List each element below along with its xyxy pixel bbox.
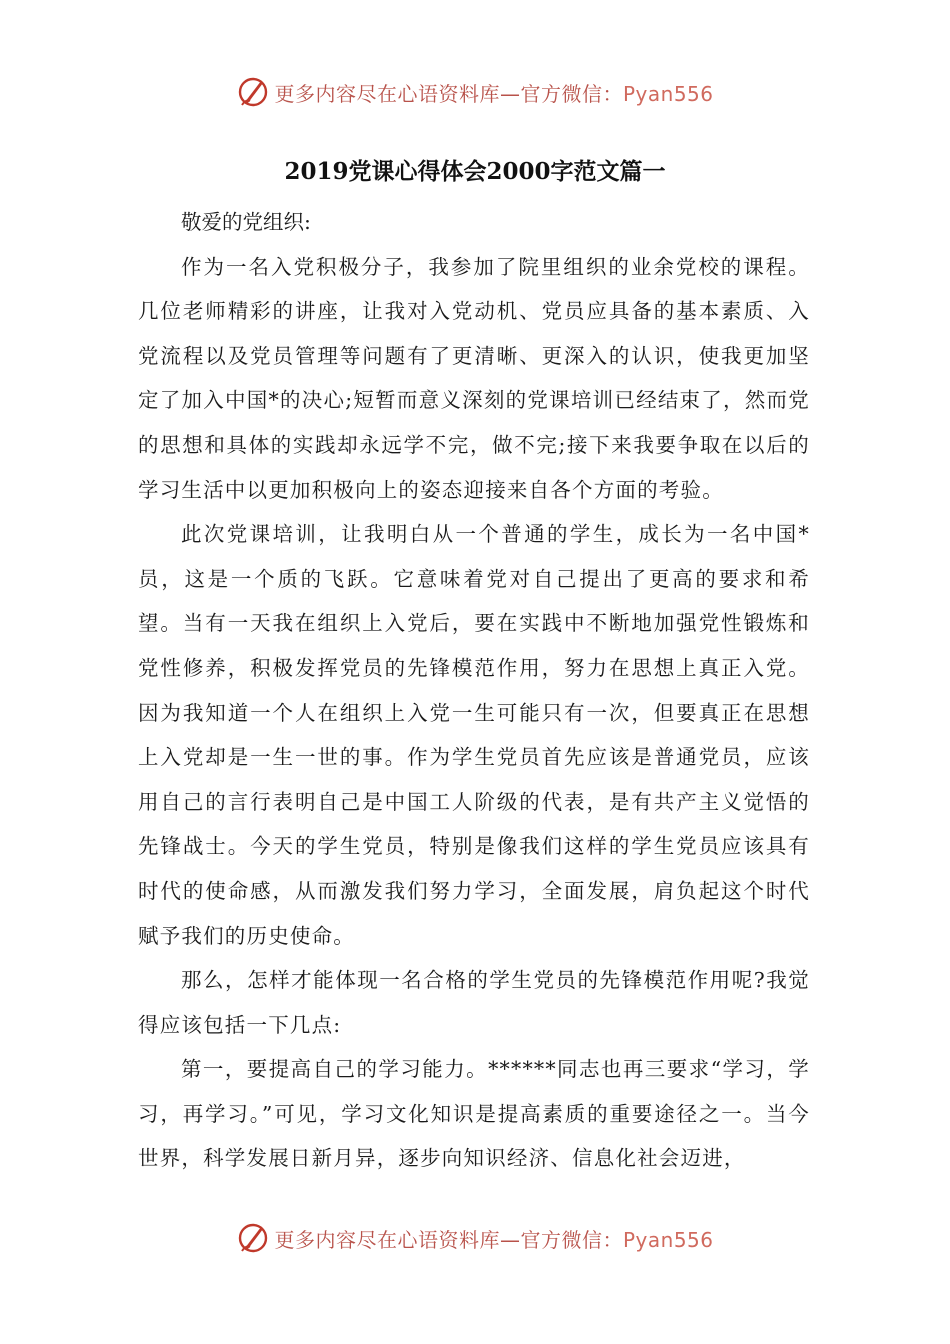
page-title: 2019党课心得体会2000字范文篇一 xyxy=(284,158,666,185)
quill-pen-logo-icon xyxy=(236,75,270,109)
paragraph-3: 那么，怎样才能体现一名合格的学生党员的先锋模范作用呢?我觉得应该包括一下几点: xyxy=(138,968,810,1037)
header-banner xyxy=(0,72,950,112)
footer-banner xyxy=(0,1218,950,1258)
paragraph-2: 此次党课培训，让我明白从一个普通的学生，成长为一名中国*员，这是一个质的飞跃。它意味着党对自己提出了更高的要求和希望。当有一天我在组织上入党后，要在实践中不断地加强党性锻炼和党性修养，积极发挥党员的先锋模范作用，努力在思想上真正入党。因为我知道一个人在组织上入党一生可能只有一次，但要真正在思想上入党却是一生一世的事。作为学生党员首先应该是普通党员，应该用自己的言行表明自己是中国工人阶级的代表，是有共产主义觉悟的先锋战士。今天的学生党员，特别是像我们这样的学生党员应该具有时代的使命感，从而激发我们努力学习，全面发展，肩负起这个时代赋予我们的历史使命。 xyxy=(138,522,810,948)
banner-text xyxy=(274,78,713,107)
banner-text xyxy=(274,1224,713,1253)
paragraph-1: 作为一名入党积极分子，我参加了院里组织的业余党校的课程。几位老师精彩的讲座，让我对入党动机、党员应具备的基本素质、入党流程以及党员管理等问题有了更清晰、更深入的认识，使我更加坚定了加入中国*的决心;短暂而意义深刻的党课培训已经结束了，然而党的思想和具体的实践却永远学不完，做不完;接下来我要争取在以后的学习生活中以更加积极向上的姿态迎接来自各个方面的考验。 xyxy=(138,254,810,502)
quill-pen-logo-icon xyxy=(236,1221,270,1255)
salutation: 敬爱的党组织: xyxy=(181,210,311,234)
banner-wechat-id: Pyan556 xyxy=(622,81,714,106)
document-body xyxy=(138,200,810,1181)
banner-wechat-id: Pyan556 xyxy=(622,1227,714,1252)
paragraph-4: 第一，要提高自己的学习能力。******同志也再三要求“学习，学习，再学习。”可见，学习文化知识是提高素质的重要途径之一。当今世界，科学发展日新月异，逐步向知识经济、信息化社会迈进， xyxy=(138,1057,810,1171)
banner-label: 更多内容尽在心语资料库—官方微信： xyxy=(274,81,623,106)
banner-label: 更多内容尽在心语资料库—官方微信： xyxy=(274,1227,623,1252)
